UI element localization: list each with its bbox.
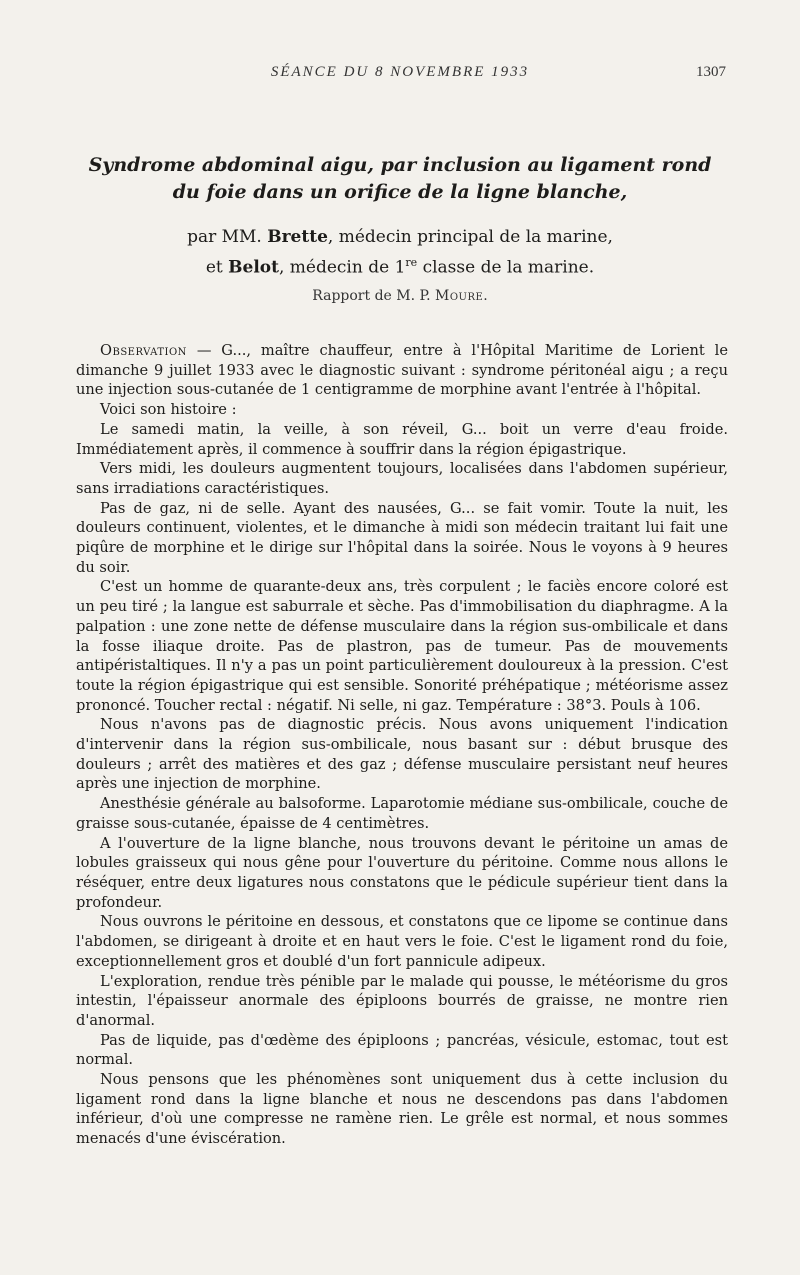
paragraph: Nous pensons que les phénomènes sont uniquement dus à cette inclusion du ligament rond dans la ligne blanche et nous ne descendons pas dans l'abdomen inférieur, d'où une compresse ne ramène rien. Le grêle est normal, et nous sommes menacés d'une éviscération. (76, 1071, 728, 1148)
authors-line2-suffix: classe de la marine. (417, 257, 595, 278)
authors-line2-mid: , médecin de 1 (278, 257, 406, 278)
paragraph: Voici son histoire : (100, 401, 237, 419)
paragraph: Le samedi matin, la veille, à son réveil, G... boit un verre d'eau froide. Immédiatement après, il commence à souffrir dans la région épigastrique. (76, 420, 728, 458)
report-name: Moure (435, 288, 484, 304)
article-title-line2: du foie dans un orifice de la ligne blanche, (172, 181, 628, 203)
authors-line2-sup: re (405, 256, 418, 269)
paragraph-observation (76, 341, 728, 400)
paragraph-text: — G..., maître chauffeur, entre à l'Hôpital Maritime de Lorient le dimanche 9 juillet 1933 avec le diagnostic suivant : syndrome péritonéal aigu ; a reçu une injection sous-cutanée de 1 centigramme de morphine avant l'entrée à l'hôpital. (76, 342, 728, 399)
running-head-title: SÉANCE DU 8 NOVEMBRE 1933 (270, 64, 530, 80)
article-title (60, 152, 740, 206)
authors-line1-suffix: , médecin principal de la marine, (327, 227, 613, 247)
authors-line1-prefix: par MM. (187, 227, 268, 247)
report-prefix: Rapport de M. P. (312, 288, 435, 304)
paragraph: Vers midi, les douleurs augmentent toujours, localisées dans l'abdomen supérieur, sans irradiations caractéristiques. (76, 460, 728, 497)
report-line (60, 288, 740, 304)
paragraph: Anesthésie générale au balsoforme. Laparotomie médiane sus-ombilicale, couche de graisse sous-cutanée, épaisse de 4 centimètres. (76, 795, 728, 832)
paragraph: Nous ouvrons le péritoine en dessous, et constatons que ce lipome se continue dans l'abdomen, se dirigeant à droite et en haut vers le foie. C'est le ligament rond du foie, exceptionnellement gros et doublé d'un fort pannicule adipeux. (76, 913, 728, 970)
authors-line2-prefix: et (205, 257, 229, 278)
paragraph: C'est un homme de quarante-deux ans, très corpulent ; le faciès encore coloré est un peu tiré ; la langue est saburrale et sèche. Pas d'immobilisation du diaphragme. A la palpation : une zone nette de défense musculaire dans la région sus-ombilicale et dans la fosse iliaque droite. Pas de plastron, pas de tumeur. Pas de mouvements antipéristaltiques. Il n'y a pas un point particulièrement douloureux à la pression. C'est toute la région épigastrique qui est sensible. Sonorité préhépatique ; météorisme assez prononcé. Toucher rectal : négatif. Ni selle, ni gaz. Température : 38°3. Pouls à 106. (76, 578, 728, 714)
page-number: 1307 (696, 64, 726, 80)
article-title-line1: Syndrome abdominal aigu, par inclusion au ligament rond (88, 154, 712, 176)
report-suffix: . (483, 288, 488, 304)
paragraph: Nous n'avons pas de diagnostic précis. Nous avons uniquement l'indication d'intervenir dans la région sus-ombilicale, nous basant sur : début brusque des douleurs ; arrêt des matières et des gaz ; défense musculaire persistant neuf heures après une injection de morphine. (76, 716, 728, 793)
author-brette: Brette (267, 227, 328, 247)
running-head (0, 64, 800, 86)
observation-label: Observation (100, 342, 187, 359)
author-belot: Belot (228, 257, 279, 278)
paragraph: A l'ouverture de la ligne blanche, nous trouvons devant le péritoine un amas de lobules graisseux qui nous gêne pour l'ouverture du péritoine. Comme nous allons le réséquer, entre deux ligatures nous constatons que le pédicule supérieur tient dans la profondeur. (76, 834, 728, 911)
article-authors (60, 224, 740, 281)
paragraph: Pas de liquide, pas d'œdème des épiploons ; pancréas, vésicule, estomac, tout est normal. (76, 1031, 728, 1069)
paragraph: Pas de gaz, ni de selle. Ayant des nausées, G... se fait vomir. Toute la nuit, les douleurs continuent, violentes, et le dimanche à midi son médecin traitant lui fait une piqûre de morphine et le dirige sur l'hôpital dans la soirée. Nous le voyons à 9 heures du soir. (76, 499, 728, 576)
paragraph: L'exploration, rendue très pénible par le malade qui pousse, le météorisme du gros intestin, l'épaisseur anormale des épiploons bourrés de graisse, ne montre rien d'anormal. (76, 972, 728, 1029)
article-body (76, 341, 728, 1149)
